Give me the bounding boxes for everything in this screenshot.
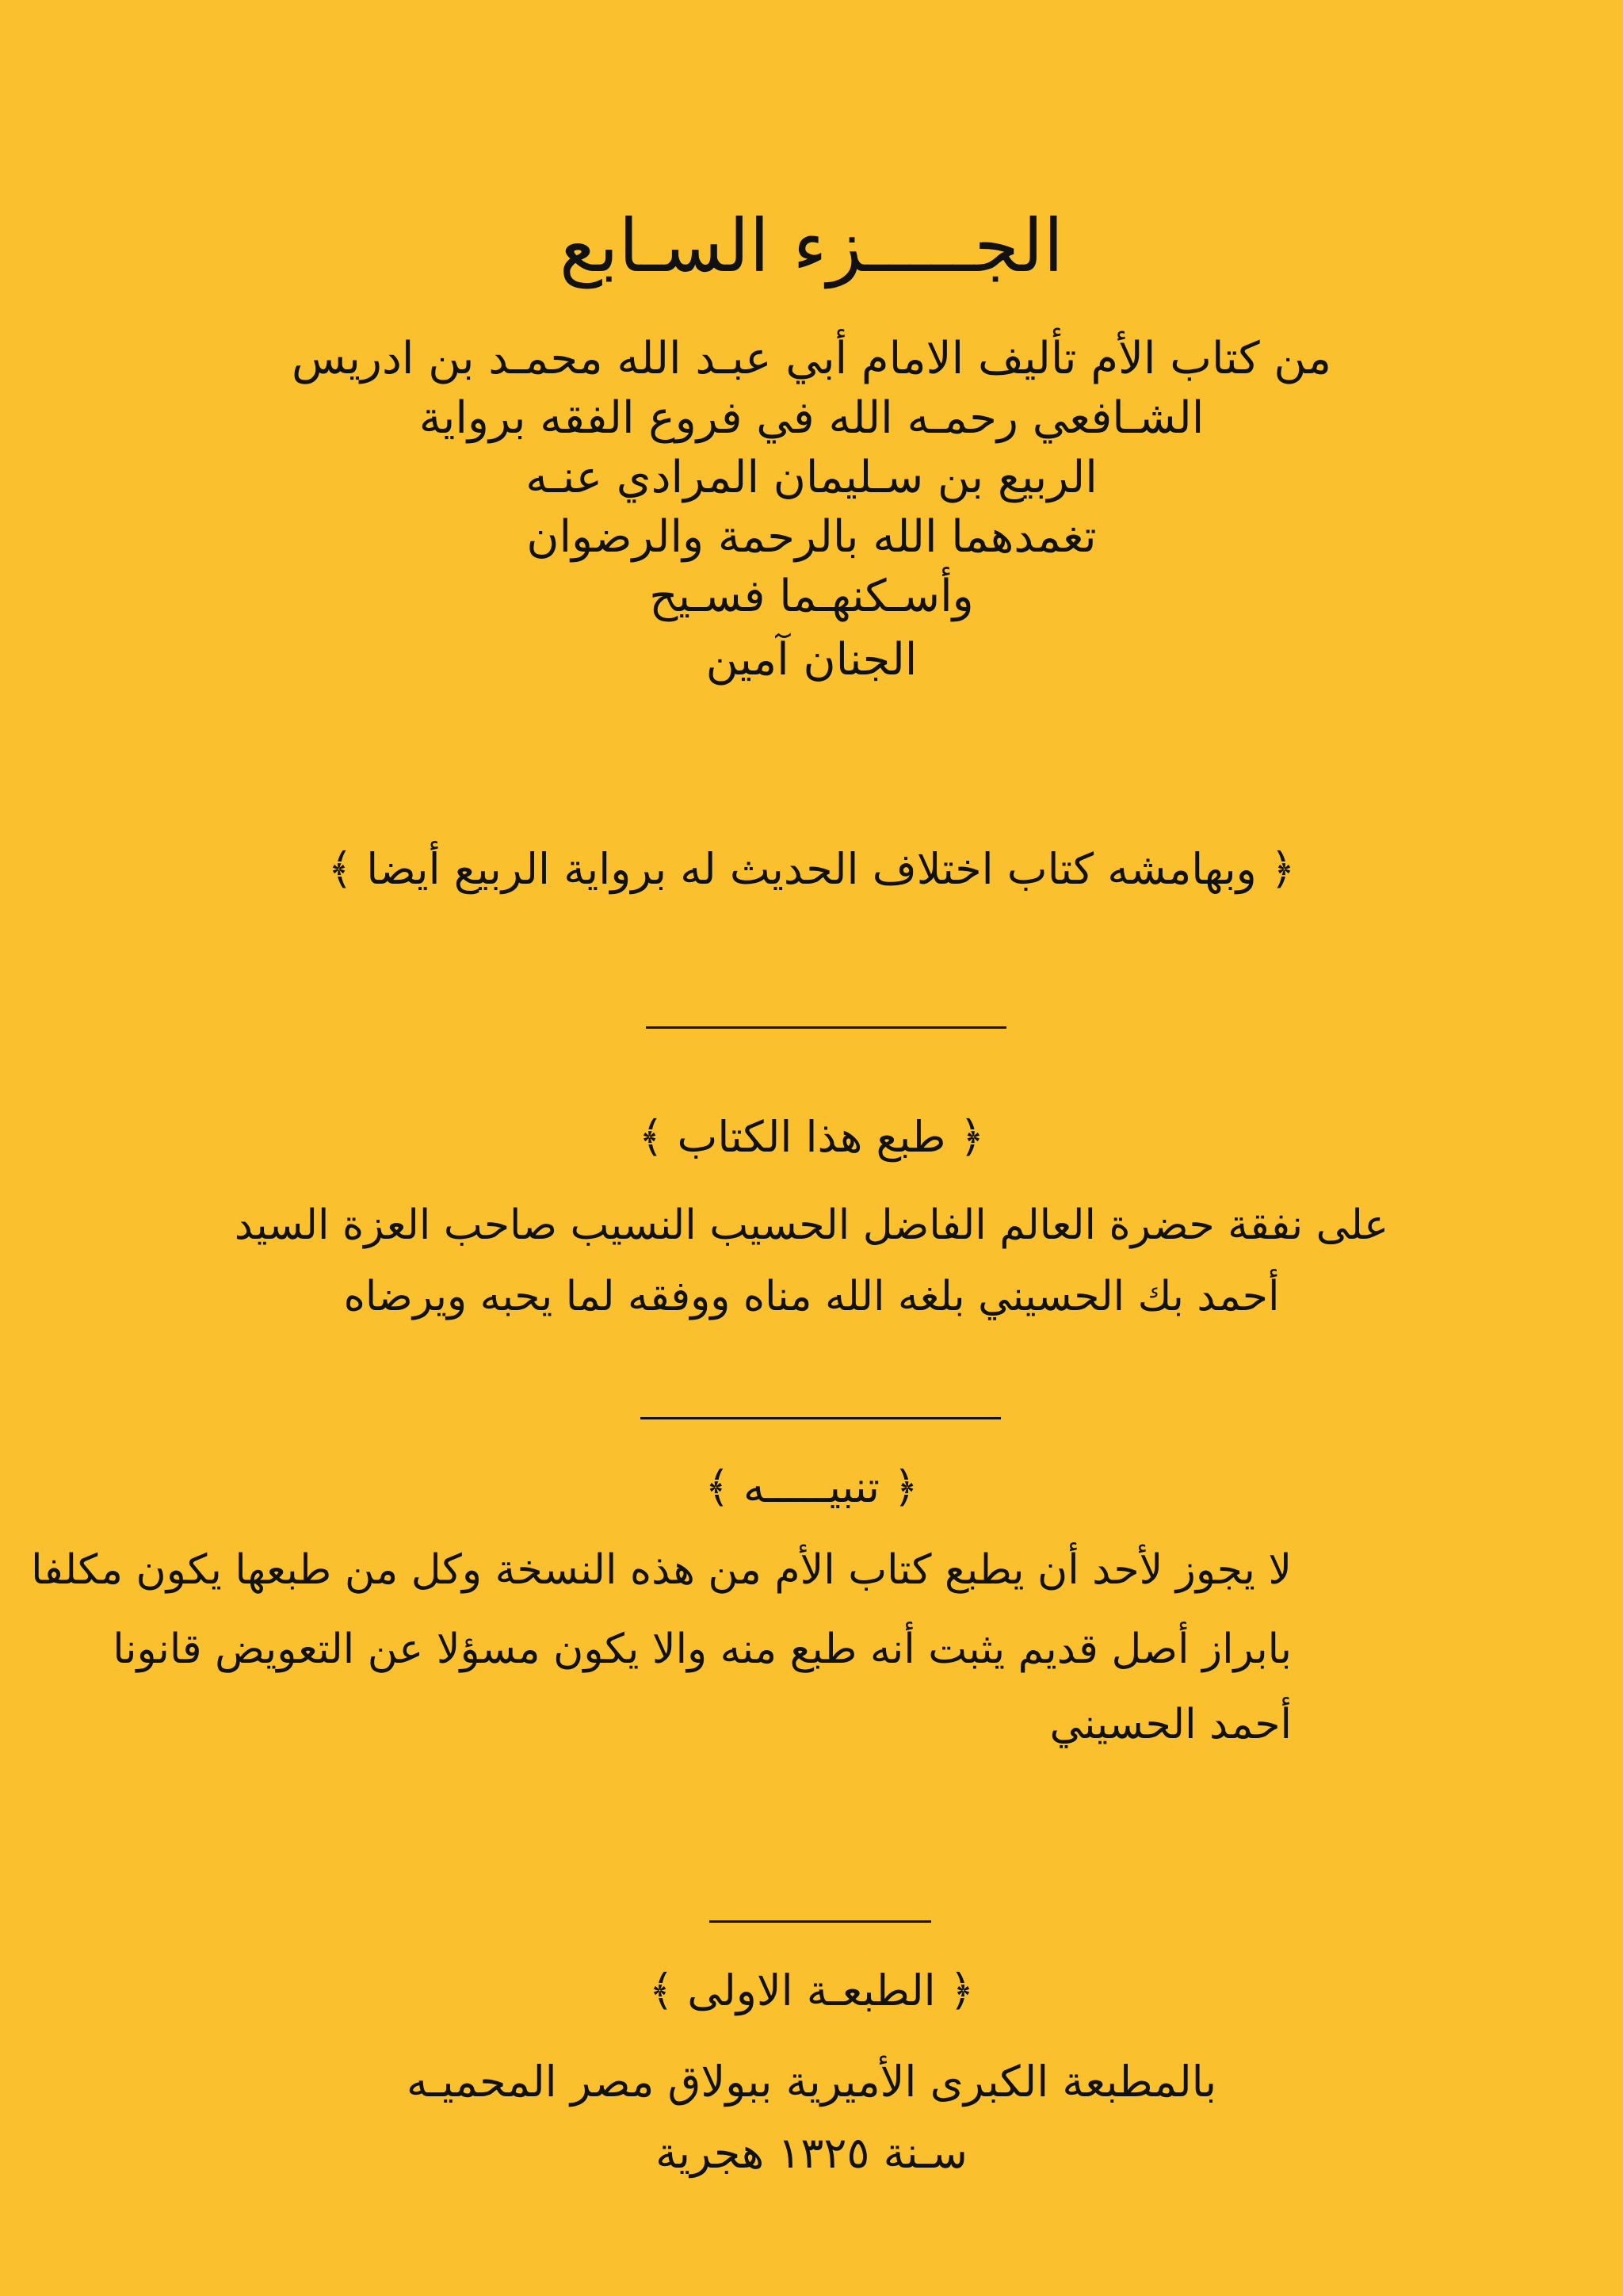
divider bbox=[709, 1920, 931, 1923]
subtitle-line: الجنان آمين bbox=[705, 634, 918, 686]
subtitle-line: تغمدهما الله بالرحمة والرضوان bbox=[526, 511, 1097, 563]
divider bbox=[640, 1417, 1001, 1419]
volume-title: الجـــــزء السـابع bbox=[559, 204, 1064, 288]
subtitle-line: وأسـكنهـما فسـيح bbox=[649, 571, 974, 622]
divider bbox=[646, 1026, 1006, 1029]
notice-line: لا يجوز لأحد أن يطبع كتاب الأم من هذه النسخة وكل من طبعها يكون مكلفا bbox=[31, 1546, 1292, 1594]
printed-heading: ﴿ طبع هذا الكتاب ﴾ bbox=[638, 1112, 985, 1162]
subtitle-line: من كتاب الأم تأليف الامام أبي عبـد الله محمـد بن ادريس bbox=[291, 333, 1332, 384]
subtitle-line: الشـافعي رحمـه الله في فروع الفقه برواية bbox=[418, 392, 1205, 444]
subtitle-line: الربيع بن سـليمان المرادي عنـه bbox=[525, 452, 1098, 503]
margin-note: ﴿ وبهامشه كتاب اختلاف الحديث له برواية الربيع أيضا ﴾ bbox=[327, 844, 1296, 894]
edition-heading: ﴿ الطبعـة الاولى ﴾ bbox=[648, 1966, 975, 2015]
press-line: بالمطبعة الكبرى الأميرية ببولاق مصر المحميـه bbox=[406, 2057, 1217, 2107]
notice-signature: أحمد الحسيني bbox=[1049, 1701, 1292, 1748]
year-line: سـنة ١٣٢٥ هجرية bbox=[655, 2128, 968, 2178]
funding-line: أحمد بك الحسيني بلغه الله مناه ووفقه لما يحبه ويرضاه bbox=[343, 1273, 1280, 1320]
funding-line: على نفقة حضرة العالم الفاضل الحسيب النسيب صاحب العزة السيد bbox=[234, 1201, 1389, 1249]
notice-line: بابراز أصل قديم يثبت أنه طبع منه والا يكون مسؤلا عن التعويض قانونا bbox=[113, 1626, 1292, 1673]
notice-heading: ﴿ تنبيـــــه ﴾ bbox=[705, 1462, 918, 1512]
